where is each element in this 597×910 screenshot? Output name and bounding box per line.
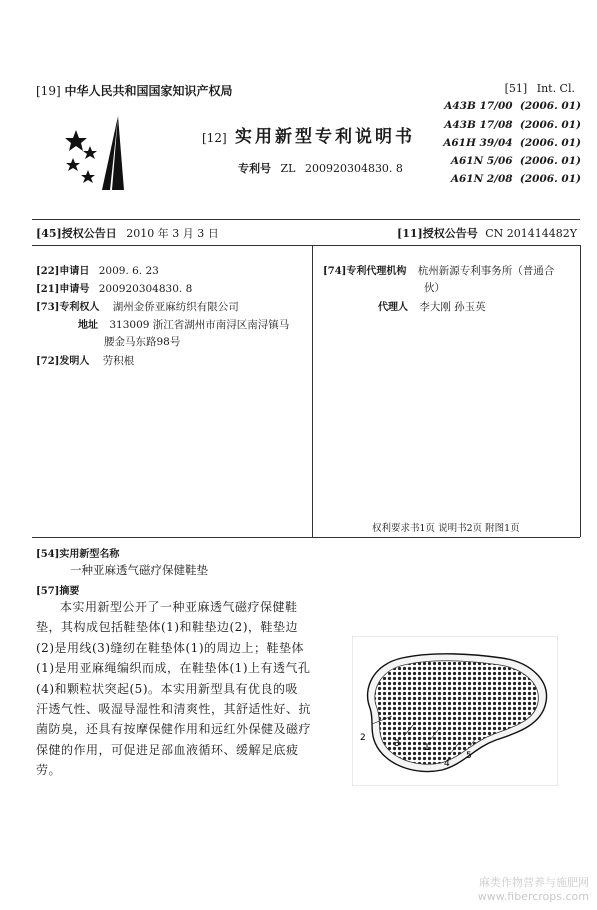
watermark-line-1: 麻类作物营养与施肥网: [479, 876, 589, 889]
abstract-line: 垫，其构成包括鞋垫体(1)和鞋垫边(2)，鞋垫边: [36, 620, 298, 635]
app-no-line: [21]申请号 200920304830. 8: [36, 283, 193, 295]
inventor-line: [72]发明人 劳积根: [36, 355, 135, 367]
patent-no-label: 专利号: [238, 162, 271, 175]
right-border: [580, 245, 581, 537]
authority-name: 中华人民共和国国家知识产权局: [64, 84, 233, 98]
abstract-line: 本实用新型公开了一种亚麻透气磁疗保健鞋: [60, 600, 298, 614]
figure-label-1: 1: [424, 743, 430, 753]
watermark: [478, 876, 589, 904]
ipc-row: A61N 2/08 (2006. 01): [450, 173, 581, 185]
abstract-line: 保健的作用，可促进足部血液循环、缓解足底疲: [36, 742, 299, 757]
ipc-row: A61H 39/04 (2006. 01): [443, 137, 581, 149]
emblem-logo: [58, 112, 148, 192]
utility-title: 一种亚麻透气磁疗保健鞋垫: [70, 563, 208, 577]
figure-label-2: 2: [360, 733, 366, 743]
abstract-body: [36, 597, 336, 781]
ipc-row: A61N 5/06 (2006. 01): [450, 155, 581, 167]
patent-no: 200920304830. 8: [304, 162, 403, 175]
agency-line: [74]专利代理机构 杭州新源专利事务所（普通合: [323, 265, 555, 277]
doc-type-line: [202, 122, 415, 147]
ipc-row: A43B 17/00 (2006. 01): [444, 100, 581, 112]
title-heading: [54]实用新型名称: [36, 549, 120, 560]
column-divider: [312, 245, 313, 537]
abstract-line: 劳。: [36, 763, 62, 778]
figure-label-3: 3: [394, 739, 400, 749]
figure-label-5: 5: [466, 751, 472, 761]
divider: [32, 245, 580, 246]
abstract-line: 汗透气性、吸湿导湿性和清爽性，其舒适性好、抗: [36, 702, 312, 717]
abstract-line: 菌防臭，还具有按摩保健作用和远红外保健及磁疗: [36, 722, 312, 737]
authority-code: [19]: [36, 84, 61, 98]
ipc-label: Int. Cl.: [536, 82, 575, 95]
ipc-row: A43B 17/08 (2006. 01): [444, 119, 581, 131]
patent-number-line: [238, 160, 403, 176]
abstract-line: (2)是用线(3)缝纫在鞋垫体(1)的周边上；鞋垫体: [36, 640, 304, 655]
insole-figure: [352, 636, 558, 786]
watermark-line-2: www.fibercrops.com: [477, 890, 589, 903]
grant-no-line: [11]授权公告号 CN 201414482Y: [396, 227, 577, 240]
divider: [32, 537, 580, 538]
agent-line: 代理人 李大刚 孙玉英: [378, 301, 486, 313]
abstract-heading: [57]摘要: [36, 586, 80, 597]
doc-type: 实用新型专利说明书: [235, 127, 416, 147]
address-line: 地址 313009 浙江省湖州市南浔区南浔镇马: [78, 319, 290, 331]
pages-note: 权利要求书1页 说明书2页 附图1页: [372, 523, 520, 534]
ipc-code: [51]: [504, 82, 528, 95]
address-line-2: 腰金马东路98号: [104, 336, 181, 348]
divider: [32, 219, 580, 220]
authority-line: [36, 82, 232, 99]
holder-line: [73]专利权人 湖州金侨亚麻纺织有限公司: [36, 301, 239, 313]
abstract-line: (1)是用亚麻绳编织而成，在鞋垫体(1)上有透气孔: [36, 661, 311, 676]
agency-line-2: 伙）: [424, 282, 445, 294]
doc-type-code: [12]: [202, 131, 227, 145]
app-date-line: [22]申请日 2009. 6. 23: [36, 265, 159, 277]
patent-no-prefix: ZL: [280, 162, 296, 175]
grant-date-line: [45]授权公告日 2010 年 3 月 3 日: [36, 227, 219, 240]
abstract-line: (4)和颗粒状突起(5)。本实用新型具有优良的吸: [36, 681, 298, 696]
ipc-header: [505, 82, 575, 95]
figure-label-4: 4: [444, 759, 450, 769]
